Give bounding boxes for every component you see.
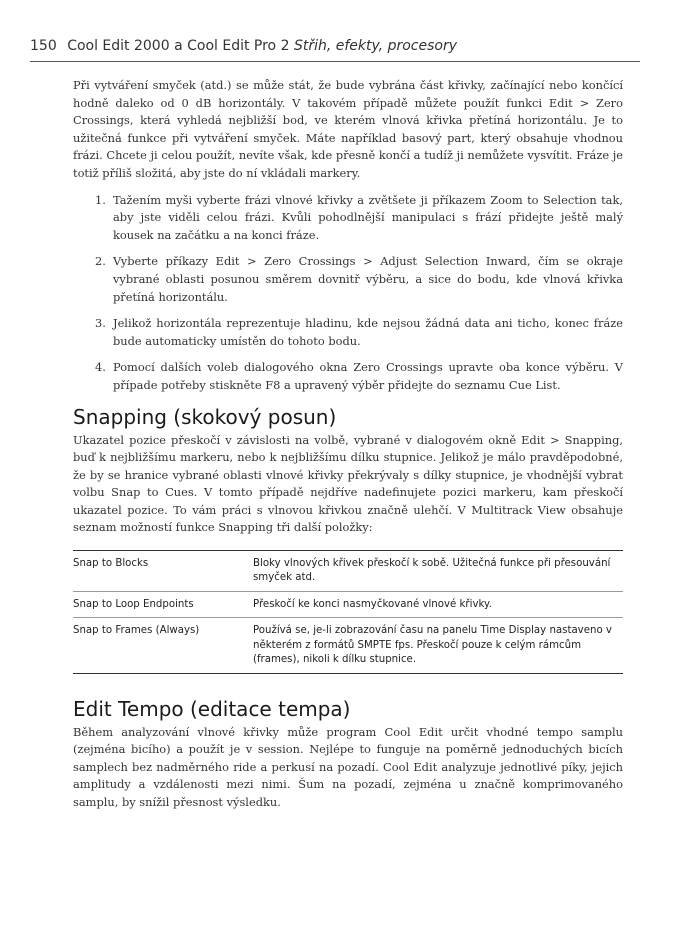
list-item-text: Tažením myši vyberte frázi vlnové křivky a zvětšete ji příkazem Zoom to Selection tak, aby jste viděli celou frázi. Kvůli pohodlnější manipulaci s frází přidejte ještě malý kousek na začátku a na konci fráze. <box>113 192 623 242</box>
table-row <box>73 618 623 673</box>
table-row <box>73 591 623 617</box>
table-row <box>73 551 623 592</box>
option-description: Přeskočí ke konci nasmyčkované vlnové křivky. <box>253 591 623 617</box>
steps-list <box>73 192 623 395</box>
option-name: Snap to Frames (Always) <box>73 618 253 673</box>
list-item-number: 4. <box>95 360 106 375</box>
list-item <box>73 192 623 245</box>
section-spacer <box>73 674 623 688</box>
list-item-text: Vyberte příkazy Edit > Zero Crossings > Adjust Selection Inward, čím se okraje vybrané oblasti posunou směrem dovnitř výběru, a sice do bodu, kde vlnová křivka přetíná horizontálu. <box>113 254 623 304</box>
snapping-options-table <box>73 550 623 673</box>
list-item-number: 3. <box>95 316 106 331</box>
edit-tempo-paragraph: Během analyzování vlnové křivky může program Cool Edit určit vhodné tempo samplu (zejména bicího) a použít je v session. Nejlépe to funguje na poměrně jednoduchých bicích samplech bez nadměrného ride a perkusí na pozadí. Cool Edit analyzuje jednotlivé píky, jejich amplitudy a vzdálenosti mezi nimi. Šum na pozadí, zejména u značně komprimovaného samplu, by snížil přesnost výsledku. <box>73 724 623 809</box>
list-item-text: Jelikož horizontála reprezentuje hladinu, kde nejsou žádná data ani ticho, konec fráze bude automaticky umístěn do tohoto bodu. <box>113 316 623 348</box>
snapping-heading: Snapping (skokový posun) <box>73 404 337 429</box>
list-item <box>73 315 623 350</box>
list-item <box>73 253 623 306</box>
list-item <box>73 359 623 394</box>
running-header <box>30 38 640 54</box>
list-item-text: Pomocí dalších voleb dialogového okna Zero Crossings upravte oba konce výběru. V případe potřeby stiskněte F8 a upravený výběr přidejte do seznamu Cue List. <box>113 360 623 392</box>
option-name: Snap to Loop Endpoints <box>73 591 253 617</box>
intro-paragraph: Při vytváření smyček (atd.) se může stát, že bude vybrána část křivky, začínající nebo končící hodně daleko od 0 dB horizontály. V takovém případě můžete použít funkci Edit > Zero Crossings, která vyhledá nejbližší bod, ve kterém vlnová křivka přetíná horizontálu. Je to užitečná funkce při vytváření smyček. Máte například basový part, který obsahuje vhodnou frázi. Chcete ji celou použít, nevíte však, kde přesně končí a tudíž ji nemůžete vysvítit. Fráze je totiž příliš složitá, aby jste do ní vkládali markery. <box>73 78 623 180</box>
chapter-title: Střih, efekty, procesory <box>293 38 458 54</box>
option-description: Bloky vlnových křivek přeskočí k sobě. Užitečná funkce při přesouvání smyček atd. <box>253 551 623 592</box>
header-rule <box>30 61 640 62</box>
list-item-number: 2. <box>95 254 106 269</box>
list-item-number: 1. <box>95 192 106 207</box>
book-title: Cool Edit 2000 a Cool Edit Pro 2 <box>67 38 290 54</box>
page-content <box>73 77 623 811</box>
option-name: Snap to Blocks <box>73 551 253 592</box>
snapping-paragraph: Ukazatel pozice přeskočí v závislosti na volbě, vybrané v dialogovém okně Edit > Snapping, buď k nejbližšímu markeru, nebo k nejbližšímu dílku stupnice. Jelikož je málo pravděpodobné, že by se hranice vybrané oblasti vlnové křivky překrývaly s dílky stupnice, je vhodnější vybrat volbu Snap to Cues. V tomto případě nejdříve nadefinujete pozici markeru, kam přeskočí ukazatel pozice. To vám práci s vlnovou křivkou značně ulehčí. V Multitrack View obsahuje seznam možností funkce Snapping tři další položky: <box>73 432 623 535</box>
edit-tempo-heading: Edit Tempo (editace tempa) <box>73 696 351 721</box>
option-description: Používá se, je-li zobrazování času na panelu Time Display nastaveno v některém z formátů SMPTE fps. Přeskočí pouze k celým rámcům (frames), nikoli k dílku stupnice. <box>253 618 623 673</box>
page-number: 150 <box>30 38 57 54</box>
